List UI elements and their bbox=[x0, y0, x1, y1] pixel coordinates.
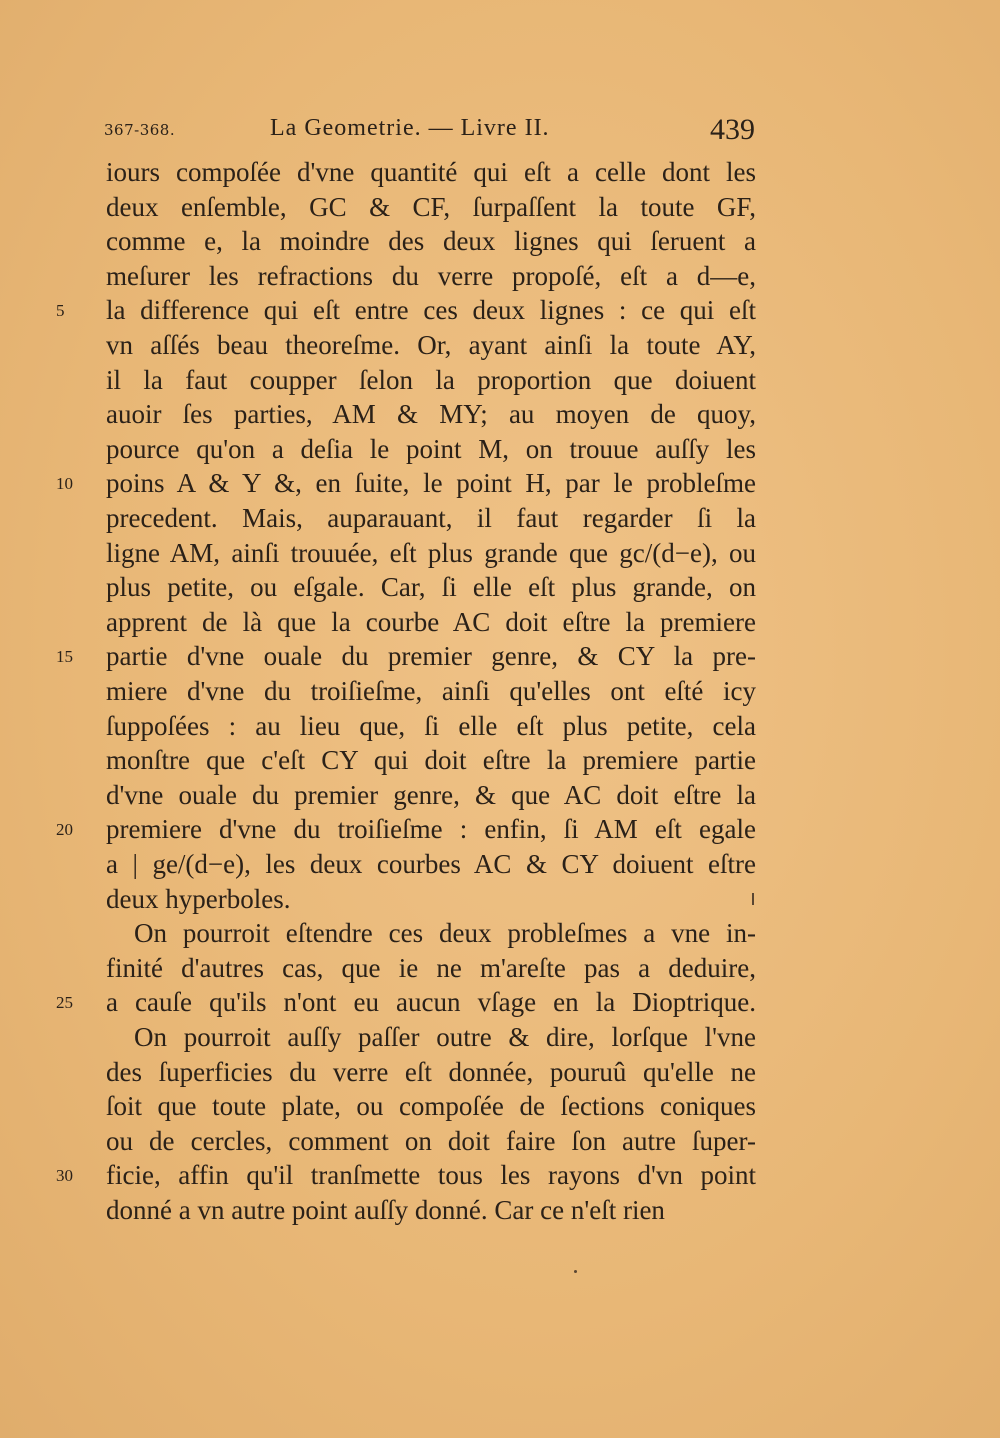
text-line: a cauſe qu'ils n'ont eu aucun vſage en la Dioptrique. bbox=[106, 987, 756, 1018]
text-line: apprent de là que la courbe AC doit eſtre la premiere bbox=[106, 606, 756, 637]
text-line: On pourroit eſtendre ces deux probleſmes a vne in- bbox=[134, 918, 756, 949]
text-line: premiere d'vne du troiſieſme : enfin, ſi AM eſt egale bbox=[106, 814, 756, 845]
text-line: iours compoſée d'vne quantité qui eſt a celle dont les bbox=[106, 157, 756, 187]
page-reference: 367-368. bbox=[104, 121, 176, 139]
text-line: ou de cercles, comment on doit faire ſon autre ſuper- bbox=[106, 1125, 756, 1156]
text-line: meſurer les refractions du verre propoſé, eſt a d—e, bbox=[106, 260, 756, 291]
margin-mark bbox=[752, 893, 754, 905]
text-line: a | ge/(d−e), les deux courbes AC & CY doiuent eſtre bbox=[106, 849, 756, 879]
line-number: 30 bbox=[56, 1166, 73, 1186]
text-line: comme e, la moindre des deux lignes qui ſeruent a bbox=[106, 226, 756, 257]
line-number: 10 bbox=[56, 474, 73, 494]
text-line: precedent. Mais, auparauant, il faut regarder ſi la bbox=[106, 503, 756, 533]
text-line: ficie, affin qu'il tranſmette tous les rayons d'vn point bbox=[106, 1160, 756, 1191]
text-line: ligne AM, ainſi trouuée, eſt plus grande que gc/(d−e), ou bbox=[106, 537, 756, 568]
text-line: il la faut coupper ſelon la proportion que doiuent bbox=[106, 364, 756, 395]
text-line: ſuppoſées : au lieu que, ſi elle eſt plus petite, cela bbox=[106, 710, 756, 741]
text-line: partie d'vne ouale du premier genre, & CY la pre- bbox=[106, 641, 756, 672]
page-number: 439 bbox=[710, 113, 755, 146]
running-title: La Geometrie. — Livre II. bbox=[270, 115, 550, 141]
text-line: pource qu'on a deſia le point M, on trouue auſſy les bbox=[106, 433, 756, 464]
text-line: la difference qui eſt entre ces deux lignes : ce qui eſt bbox=[106, 295, 756, 326]
footer-dot bbox=[574, 1270, 577, 1273]
line-number: 5 bbox=[56, 301, 65, 321]
text-line: deux enſemble, GC & CF, ſurpaſſent la toute GF, bbox=[106, 191, 756, 222]
line-number: 15 bbox=[56, 647, 73, 667]
running-header bbox=[0, 113, 1000, 153]
line-number: 25 bbox=[56, 993, 73, 1013]
text-line: ſoit que toute plate, ou compoſée de ſections coniques bbox=[106, 1091, 756, 1122]
text-line: finité d'autres cas, que ie ne m'areſte pas a deduire, bbox=[106, 952, 756, 983]
text-line: vn aſſés beau theoreſme. Or, ayant ainſi la toute AY, bbox=[106, 330, 756, 360]
text-line: deux hyperboles. bbox=[106, 883, 291, 914]
text-line: poins A & Y &, en ſuite, le point H, par le probleſme bbox=[106, 468, 756, 499]
text-line: miere d'vne du troiſieſme, ainſi qu'elles ont eſté icy bbox=[106, 676, 756, 706]
text-line: plus petite, ou eſgale. Car, ſi elle eſt plus grande, on bbox=[106, 572, 756, 603]
text-line: auoir ſes parties, AM & MY; au moyen de quoy, bbox=[106, 399, 756, 430]
line-number: 20 bbox=[56, 820, 73, 840]
text-line: monſtre que c'eſt CY qui doit eſtre la premiere partie bbox=[106, 745, 756, 776]
text-line: On pourroit auſſy paſſer outre & dire, lorſque l'vne bbox=[134, 1022, 756, 1052]
text-line: d'vne ouale du premier genre, & que AC doit eſtre la bbox=[106, 779, 756, 810]
text-line: donné a vn autre point auſſy donné. Car ce n'eſt rien bbox=[106, 1195, 665, 1225]
text-line: des ſuperficies du verre eſt donnée, pouruû qu'elle ne bbox=[106, 1056, 756, 1087]
